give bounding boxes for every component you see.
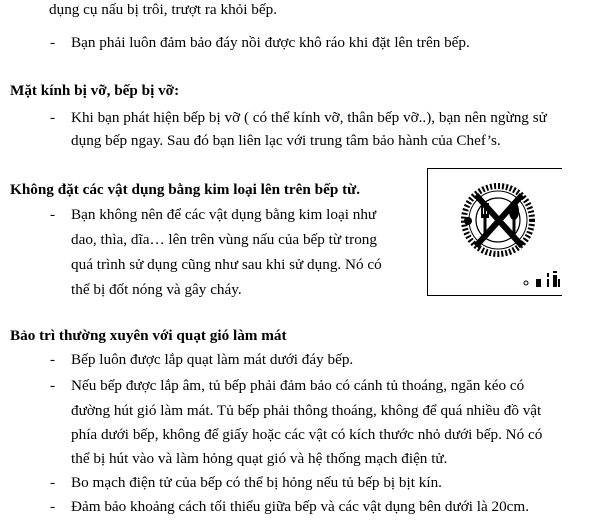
intro-bullet: Bạn phải luôn đảm bảo đáy nồi được khô ráo khi đặt lên trên bếp.	[71, 34, 470, 51]
fan-bullet-line: Bếp luôn được lắp quạt làm mát dưới đáy bếp.	[71, 351, 354, 368]
fan-bullet-line: phía dưới bếp, không để giấy hoặc các vật có kích thước nhỏ dưới bếp. Nó có	[71, 426, 543, 443]
section-heading-metal: Không đặt các vật dụng bằng kim loại lên trên bếp từ.	[10, 181, 361, 198]
section-heading-glass: Mặt kính bị vỡ, bếp bị vỡ:	[10, 82, 180, 99]
bullet-marker: -	[50, 206, 56, 223]
bullet-marker: -	[50, 351, 56, 368]
metal-bullet-line: quá trình sử dụng cũng như sau khi sử dụng. Nó có	[71, 256, 382, 273]
glass-bullet-line: dụng bếp ngay. Sau đó bạn liên lạc với trung tâm bảo hành của Chef’s.	[71, 132, 501, 149]
no-metal-utensils-figure	[427, 168, 562, 296]
bullet-marker: -	[50, 377, 56, 394]
glass-bullet-line: Khi bạn phát hiện bếp bị vỡ ( có thể kính vỡ, thân bếp vỡ..), bạn nên ngừng sử	[71, 109, 547, 126]
metal-bullet-line: Bạn không nên để các vật dụng bằng kim loại như	[71, 206, 377, 223]
bullet-marker: -	[50, 474, 56, 491]
fan-bullet-line: Nếu bếp được lắp âm, tủ bếp phải đảm bảo có cánh tủ thoáng, ngăn kéo có	[71, 377, 525, 394]
control-glyphs-icon	[524, 271, 560, 287]
fan-bullet-line: Đảm bảo khoảng cách tối thiểu giữa bếp và các vật dụng bên dưới là 20cm.	[71, 498, 530, 515]
fan-bullet-line: thể bị hút vào và làm hỏng quạt gió và hệ thống mạch điện tử.	[71, 450, 448, 467]
no-metal-utensils-icon	[428, 169, 562, 295]
metal-bullet-line: thể bị đốt nóng và gây cháy.	[71, 281, 242, 298]
section-heading-fan: Bảo trì thường xuyên với quạt gió làm mát	[10, 327, 287, 344]
fan-bullet-line: Bo mạch điện tử của bếp có thể bị hỏng nếu tủ bếp bị bịt kín.	[71, 474, 442, 491]
fan-bullet-line: đường hút gió làm mát. Tủ bếp phải thông thoáng, không để quá nhiều đồ vật	[71, 402, 542, 419]
intro-line: dụng cụ nấu bị trôi, trượt ra khỏi bếp.	[49, 1, 277, 18]
bullet-marker: -	[50, 498, 56, 515]
metal-bullet-line: dao, thìa, dĩa… lên trên vùng nấu của bếp từ trong	[71, 231, 377, 248]
bullet-marker: -	[50, 34, 56, 51]
bullet-marker: -	[50, 109, 56, 126]
